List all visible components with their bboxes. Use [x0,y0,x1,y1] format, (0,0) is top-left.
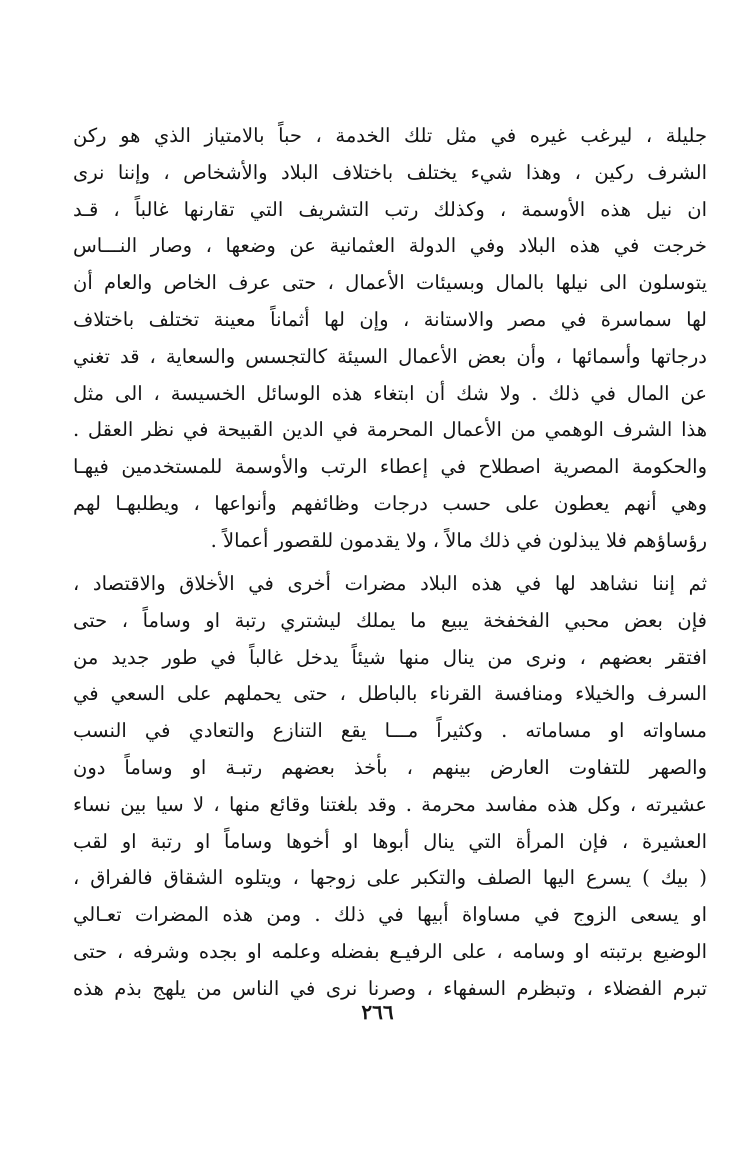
text-line: خرجت في هذه البلاد وفي الدولة العثمانية عن وضعها ، وصار النـــاس [73,234,707,258]
page-number: ٢٦٦ [361,1000,394,1024]
text-line: العشيرة ، فإن المرأة التي ينال أبوها او أخوها وساماً او رتبة او لقب [73,829,707,853]
paragraph-2 [73,566,707,1008]
text-line: والحكومة المصرية اصطلاح في إعطاء الرتب والأوسمة للمستخدمين فيهـا [73,455,707,479]
paragraph-1 [73,118,707,560]
text-line: السرف والخيلاء ومنافسة القرناء بالباطل ، حتى يحملهم على السعي في [73,682,707,706]
text-line: عن المال في ذلك . ولا شك أن ابتغاء هذه الوسائل الخسيسة ، الى مثل [73,381,707,405]
text-line: رؤساؤهم فلا يبذلون في ذلك مالاً ، ولا يقدمون للقصور أعمالاً . [210,528,707,552]
text-line: الشرف ركين ، وهذا شيء يختلف باختلاف البلاد والأشخاص ، وإننا نرى [73,160,707,184]
text-line: الوضيع برتبته او وسامه ، على الرفيـع بفضله وعلمه او بجده وشرفه ، حتى [73,939,707,963]
text-line: ( بيك ) يسرع اليها الصلف والتكبر على زوجها ، ويتلوه الشقاق فالفراق ، [73,866,707,890]
text-line: ان نيل هذه الأوسمة ، وكذلك رتب التشريف التي تقارنها غالباً ، قـد [73,197,707,221]
text-line: افتقر بعضهم ، ونرى من ينال منها شيئاً يدخل غالباً في طور جديد من [73,645,707,669]
text-line: مساواته او مساماته . وكثيراً مـــا يقع التنازع والتعادي في النسب [73,719,707,743]
text-line: او يسعى الزوج في مساواة أبيها في ذلك . ومن هذه المضرات تعـالي [73,903,707,927]
text-line: درجاتها وأسمائها ، وأن بعض الأعمال السيئة كالتجسس والسعاية ، قد تغني [73,344,707,368]
text-line: والصهر للتفاوت العارض بينهم ، بأخذ بعضهم رتبـة او وساماً دون [73,755,707,779]
text-line: يتوسلون الى نيلها بالمال وبسيئات الأعمال ، حتى عرف الخاص والعام أن [73,271,707,295]
text-line: ثم إننا نشاهد لها في هذه البلاد مضرات أخرى في الأخلاق والاقتصاد ، [73,572,707,595]
text-line: تبرم الفضلاء ، وتبظرم السفهاء ، وصرنا نرى في الناس من يلهج بذم هذه [73,976,707,1000]
text-line: وهي أنهم يعطون على حسب درجات وظائفهم وأنواعها ، ويطلبهـا لهم [73,491,707,515]
text-line: لها سماسرة في مصر والاستانة ، وإن لها أثماناً معينة تختلف باختلاف [73,307,707,331]
text-line: عشيرته ، وكل هذه مفاسد محرمة . وقد بلغتنا وقائع منها ، لا سيا بين نساء [73,792,707,816]
text-line: هذا الشرف الوهمي من الأعمال المحرمة في الدين القبيحة في نظر العقل . [73,418,707,442]
text-line: جليلة ، ليرغب غيره في مثل تلك الخدمة ، حباً بالامتياز الذي هو ركن [73,124,707,147]
text-line: فإن بعض محبي الفخفخة يبيع ما يملك ليشتري رتبة او وساماً ، حتى [73,608,707,632]
